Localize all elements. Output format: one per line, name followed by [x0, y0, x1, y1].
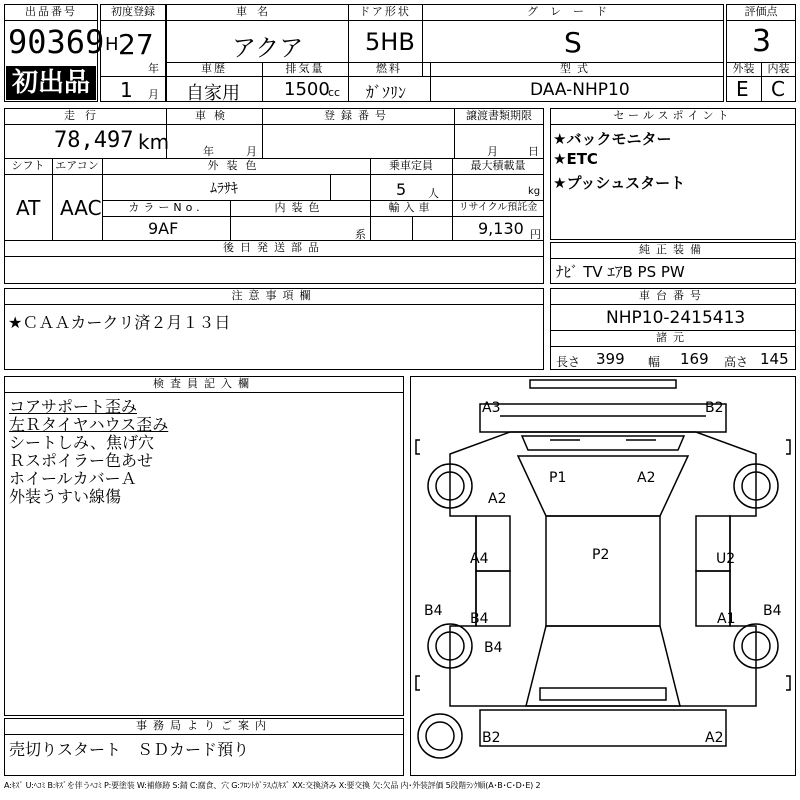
transfer-day-unit: 日	[528, 145, 539, 158]
int-label: 内装	[767, 62, 790, 75]
fuel-value: ｶﾞｿﾘﾝ	[366, 83, 407, 102]
notes-label: 注意事項欄	[231, 289, 317, 302]
equipment-value: ﾅﾋﾞ TV ｴｱB PS PW	[556, 263, 685, 281]
import-label: 輸入車	[388, 201, 434, 214]
name-label: 車名	[236, 5, 278, 18]
legend-text: A:ｷｽﾞ U:ﾍｺﾐ B:ｷｽﾞを伴うﾍｺﾐ P:要塗装 W:補修跡 S:錆 C:腐食、穴 G:ﾌﾛﾝﾄｶﾞﾗｽ点ｷｽﾞ XX:交換済み X:要交換 欠:欠品 内･外装評価 5段階ﾗﾝｸ順(A･B･C･D･E) 2	[4, 781, 541, 790]
disp-unit: cc	[328, 86, 341, 99]
inspector-line: Ｒスポイラー色あせ	[9, 451, 154, 470]
damage-mark: A2	[488, 491, 507, 507]
displacement: 1500	[284, 79, 330, 100]
sales-point: ★ETC	[553, 150, 598, 168]
height-value: 145	[760, 350, 789, 368]
damage-mark: A1	[717, 611, 736, 627]
reg-month: 1	[120, 78, 133, 102]
shift-label: シフト	[11, 159, 45, 172]
recycle-fee: 9,130	[478, 219, 524, 238]
capacity-label: 乗車定員	[389, 159, 433, 172]
office-value: 売切りスタート ＳＤカード預り	[9, 740, 250, 759]
color-label: 外装色	[207, 159, 265, 172]
lot-label: 出品番号	[25, 5, 77, 18]
damage-mark: B4	[424, 603, 443, 619]
office-label: 事務局よりご案内	[136, 719, 272, 732]
disp-label: 排気量	[285, 62, 325, 75]
door-type: 5HB	[365, 28, 415, 56]
load-label: 最大積載量	[470, 159, 526, 172]
score-value: 3	[752, 24, 772, 59]
sales-point: ★バックモニター	[553, 130, 672, 148]
width-value: 169	[680, 350, 709, 368]
later-parts-label: 後日発送部品	[223, 241, 325, 254]
model-label: 型式	[560, 62, 594, 75]
ac-label: エアコン	[55, 159, 99, 172]
equipment-label: 純正装備	[639, 243, 707, 256]
era: H	[105, 34, 119, 55]
length-label: 長さ	[556, 355, 581, 369]
inspector-line: コアサポート歪み	[9, 397, 138, 416]
dims-label: 諸元	[656, 331, 690, 344]
history-label: 車歴	[201, 62, 227, 75]
grade-label: グレード	[527, 5, 619, 18]
damage-mark: A2	[637, 470, 656, 486]
model-code: DAA-NHP10	[530, 80, 630, 100]
damage-mark: P2	[592, 547, 610, 563]
damage-mark: B4	[470, 611, 489, 627]
fuel-label: 燃料	[376, 62, 402, 75]
month-unit: 月	[148, 88, 159, 101]
chassis-value: NHP10-2415413	[606, 308, 746, 328]
inspector-label: 検査員記入欄	[153, 377, 255, 390]
recycle-label: リサイクル預託金	[458, 202, 538, 213]
height-label: 高さ	[724, 355, 749, 369]
inspector-line: シートしみ、焦げ穴	[9, 433, 154, 452]
damage-mark: A4	[470, 551, 489, 567]
inspector-line: ホイールカバーＡ	[9, 469, 137, 488]
capacity-unit: 人	[428, 187, 439, 200]
ext-grade: E	[736, 77, 749, 101]
shaken-year-unit: 年	[203, 145, 214, 158]
transfer-month-unit: 月	[487, 145, 498, 158]
damage-mark: P1	[549, 470, 567, 486]
car-outline	[410, 376, 796, 776]
plate-label: 登録番号	[324, 109, 392, 122]
year-unit: 年	[148, 62, 159, 75]
width-label: 幅	[648, 355, 661, 369]
damage-mark: U2	[716, 551, 736, 567]
damage-mark: B4	[763, 603, 782, 619]
inspector-line: 左Ｒタイヤハウス歪み	[9, 415, 169, 434]
mileage-unit: km	[138, 130, 170, 154]
int-grade: C	[771, 77, 785, 101]
capacity-value: 5	[396, 180, 407, 199]
car-name: アクア	[232, 34, 304, 62]
transfer-label: 譲渡書類期限	[466, 109, 532, 122]
recycle-unit: 円	[530, 228, 541, 241]
damage-mark: B4	[484, 640, 503, 656]
shaken-label: 車検	[195, 109, 233, 122]
lot-number: 90369	[8, 23, 105, 61]
first-listing-badge: 初出品	[6, 66, 96, 100]
sales-point: ★プッシュスタート	[553, 174, 686, 192]
score-label: 評価点	[744, 5, 778, 18]
mileage-value: 78,497	[54, 128, 134, 153]
color-value: ﾑﾗｻｷ	[210, 181, 238, 197]
grade-value: S	[564, 26, 582, 59]
notes-value: ★ＣＡＡカークリ済２月１３日	[8, 313, 231, 332]
history-value: 自家用	[186, 83, 240, 104]
reg-year: 27	[118, 28, 154, 61]
chassis-label: 車台番号	[639, 289, 707, 302]
color-no-value: 9AF	[148, 219, 179, 238]
damage-mark: B2	[705, 400, 724, 416]
load-unit: kg	[528, 186, 541, 197]
damage-mark: A2	[705, 730, 724, 746]
inspector-line: 外装うすい線傷	[9, 487, 122, 506]
ac-value: AAC	[60, 196, 102, 220]
sales-label: セールスポイント	[613, 109, 733, 122]
mileage-label: 走行	[64, 109, 106, 122]
length-value: 399	[596, 350, 625, 368]
color-no-label: カラーNo.	[128, 201, 204, 214]
damage-mark: B2	[482, 730, 501, 746]
shaken-month-unit: 月	[246, 145, 257, 158]
interior-color-unit: 系	[355, 228, 366, 241]
shift-value: AT	[16, 196, 41, 220]
damage-mark: A3	[482, 400, 501, 416]
reg-label: 初度登録	[111, 5, 155, 18]
ext-label: 外装	[732, 62, 755, 75]
door-label: ドア形状	[359, 5, 411, 18]
interior-color-label: 内装色	[274, 201, 326, 214]
